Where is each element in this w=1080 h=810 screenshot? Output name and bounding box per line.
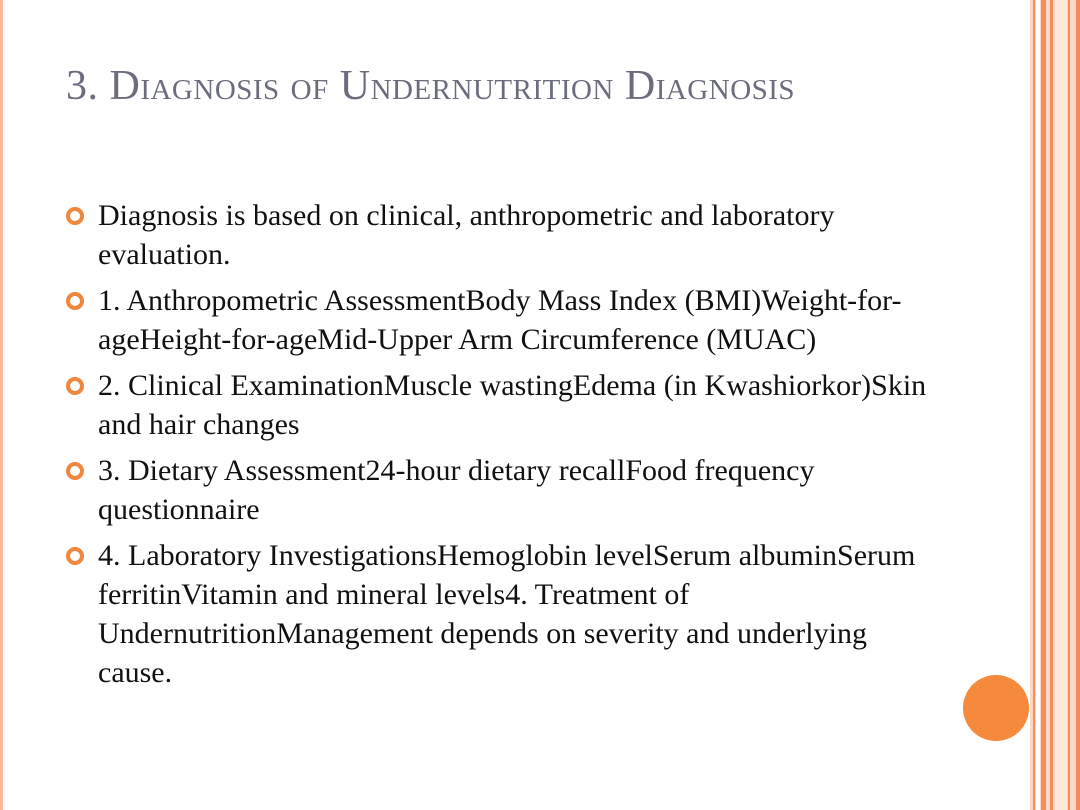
bullet-item bbox=[66, 451, 946, 529]
border-gap bbox=[1055, 0, 1067, 810]
bullet-text: 3. Dietary Assessment24-hour dietary recallFood frequency questionnaire bbox=[98, 454, 815, 526]
bullet-ring-icon bbox=[66, 207, 84, 225]
bullet-ring-icon bbox=[66, 377, 84, 395]
bullet-item bbox=[66, 281, 946, 359]
bullet-ring-icon bbox=[66, 292, 84, 310]
bullet-text: 1. Anthropometric AssessmentBody Mass Index (BMI)Weight-for-ageHeight-for-ageMid-Upper Arm Circumference (MUAC) bbox=[98, 284, 902, 356]
bullet-item bbox=[66, 536, 946, 692]
border-stripe bbox=[1050, 0, 1053, 810]
bullet-ring-icon bbox=[66, 462, 84, 480]
bullet-item bbox=[66, 366, 946, 444]
bullet-list bbox=[66, 196, 946, 699]
bullet-text: 2. Clinical ExaminationMuscle wastingEdema (in Kwashiorkor)Skin and hair changes bbox=[98, 369, 927, 441]
slide-title: 3. Diagnosis of Undernutrition Diagnosis bbox=[66, 63, 796, 109]
left-border-strip bbox=[0, 0, 3, 810]
bullet-ring-icon bbox=[66, 547, 84, 565]
border-stripe bbox=[1033, 0, 1035, 810]
decorative-orange-circle bbox=[963, 675, 1029, 741]
border-stripe bbox=[1076, 0, 1080, 810]
bullet-item bbox=[66, 196, 946, 274]
border-stripe bbox=[1068, 0, 1070, 810]
bullet-text: Diagnosis is based on clinical, anthropometric and laboratory evaluation. bbox=[98, 199, 835, 271]
border-stripe bbox=[1041, 0, 1046, 810]
bullet-text: 4. Laboratory InvestigationsHemoglobin levelSerum albuminSerum ferritinVitamin and mineral levels4. Treatment of UndernutritionManagement depends on severity and underlying cause. bbox=[98, 539, 916, 689]
border-gap bbox=[1036, 0, 1040, 810]
